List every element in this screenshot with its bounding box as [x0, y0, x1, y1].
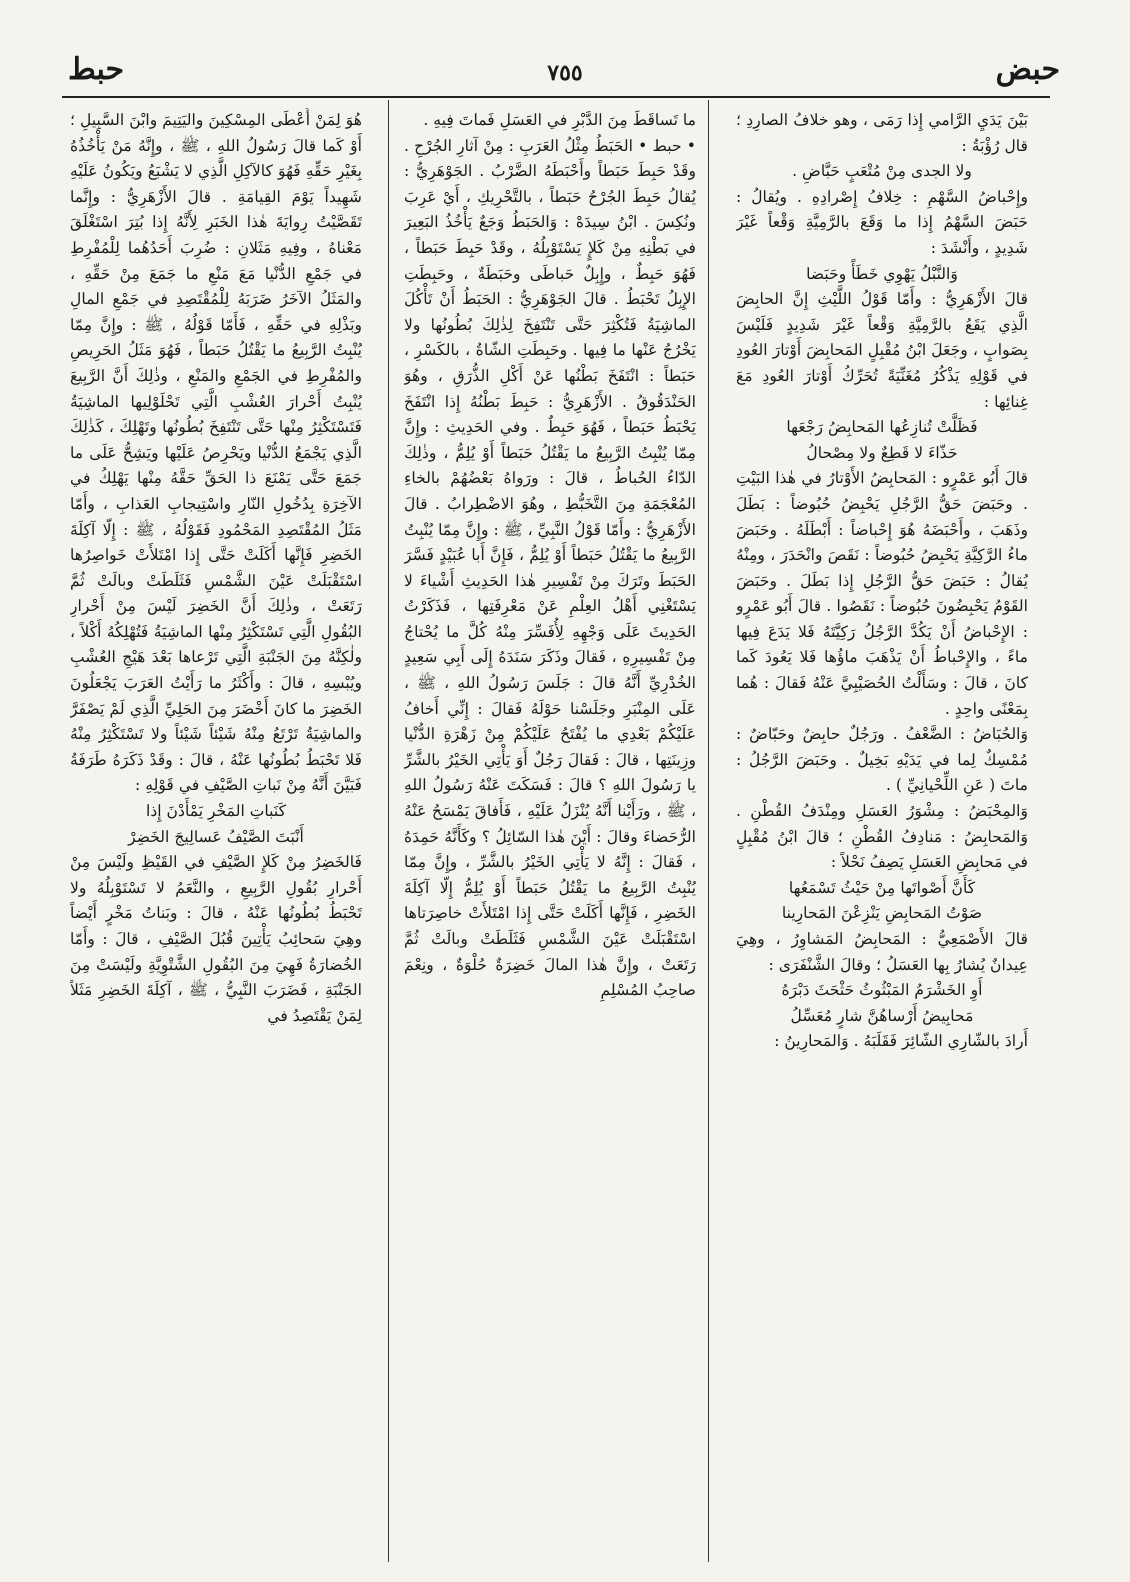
header-keyword-left: حبط: [68, 52, 125, 87]
paragraph: قالَ الأَصْمَعِيُّ : المَحابِضُ المَشاوِرُ ، وهِيَ عِيدانٌ يُشارُ بِها العَسَلُ ؛ وقالَ الشَّنْفَرَى :: [736, 930, 1028, 974]
verse-line: صَوْتُ المَحابِضِ يَنْزِعْنَ المَحارِينا: [781, 904, 983, 923]
paragraph: ما تَساقَطَ مِنَ الدَّبْرِ في العَسَلِ فَماتَ فِيهِ .: [423, 111, 696, 129]
page-number: ٧٥٥: [547, 60, 583, 86]
paragraph: قالَ أَبُو عَمْرٍو : المَحابِضُ الأَوْتارُ في هٰذا البَيْتِ . وحَبَضَ حَقُّ الرَّجُلِ يَحْبِضُ حُبُوضاً : بَطَلَ وذَهَبَ ، وأَحْبَضَهُ هُوَ إِحْباضاً : أَبْطَلَهُ . وحَبَضَ ماءُ الرَّكِيَّةِ يَحْبِضُ حُبُوضاً : نَقَصَ وانْحَدَرَ ، ومِنْهُ يُقالُ : حَبَضَ حَقُّ الرَّجُلِ إِذا بَطَلَ . وحَبَضَ القَوْمُ يَحْبِضُونَ حُبُوضاً : نَقَصُوا . قالَ أَبُو عَمْرٍو : الإِحْباضُ أَنْ يَكُدَّ الرَّجُلُ رَكِيَّتَهُ فَلا يَدَعَ فِيها ماءً ، والإِحْباطُ أَنْ يَذْهَبَ ماؤُها فَلا يَعُودَ كَما كانَ ، قالَ : وسَأَلْتُ الحُصَيْبِيَّ عَنْهُ فَقالَ : هُما بِمَعْنًى واحِدٍ .: [736, 469, 1028, 718]
entry-paragraph: • حبط • الحَبَطُ مِثْلُ العَرَبِ : مِنْ آثارِ الجُرْحِ . وقَدْ حَبِطَ حَبَطاً وأَحْبَطَهُ الضَّرْبُ . الجَوْهَرِيُّ : يُقالُ حَبِطَ الجُرْحُ حَبَطاً ، بالتَّحْرِيكِ ، أَيْ عَرِبَ ونُكِسَ . ابْنُ سِيدَهْ : وَالحَبَطُ وَجَعٌ يَأْخُذُ البَعِيرَ في بَطْنِهِ مِنْ كَلإٍ يَسْتَوْبِلُهُ ، وقَدْ حَبِطَ حَبَطاً ، فَهُوَ حَبِطٌ ، وإِبِلٌ حَباطَى وحَبَطَةٌ ، وحَبِطَتِ الإِبِلُ تَحْبَطُ . قالَ الجَوْهَرِيُّ : الحَبَطُ أَنْ تَأْكُلَ الماشِيَةُ فَتُكْثِرَ حَتَّى تَنْتَفِخَ لِذٰلِكَ بُطُونُها ولا يَخْرُجُ عَنْها ما فِيها . وحَبِطَتِ الشّاةُ ، بالكَسْرِ ، حَبَطاً : انْتَفَخَ بَطْنُها عَنْ أَكْلِ الذُّرَقِ ، وهُوَ الحَنْدَقُوقُ . الأَزْهَرِيُّ : حَبِطَ بَطْنُهُ إِذا انْتَفَخَ يَحْبَطُ حَبَطاً ، فَهُوَ حَبِطٌ . وفي الحَدِيثِ : وإِنَّ مِمّا يُنْبِتُ الرَّبِيعُ ما يَقْتُلُ حَبَطاً أَوْ يُلِمُّ ، وذٰلِكَ الدّاءُ الحُباطُ ، قالَ : ورَواهُ بَعْضُهُمْ بالخاءِ المُعْجَمَةِ مِنَ التَّخَبُّطِ ، وهُوَ الاضْطِرابُ . قالَ الأَزْهَرِيُّ : وأَمّا قَوْلُ النَّبِيِّ ، ﷺ : وإِنَّ مِمّا يُنْبِتُ الرَّبِيعُ ما يَقْتُلُ حَبَطاً أَوْ يُلِمُّ ، فَإِنَّ أَبا عُبَيْدٍ فَسَّرَ الحَبَطَ وتَرَكَ مِنْ تَفْسِيرِ هٰذا الحَدِيثِ أَشْياءَ لا يَسْتَغْنِي أَهْلُ العِلْمِ عَنْ مَعْرِفَتِها ، فَذَكَرْتُ الحَدِيثَ عَلَى وَجْهِهِ لِأُفَسِّرَ مِنْهُ كُلَّ ما يُحْتاجُ مِنْ تَفْسِيرِهِ ، فَقالَ وذَكَرَ سَنَدَهُ إِلَى أَبِي سَعِيدٍ الخُدْرِيِّ أَنَّهُ قالَ : جَلَسَ رَسُولُ اللهِ ، ﷺ ، عَلَى المِنْبَرِ وجَلَسْنا حَوْلَهُ فَقالَ : إِنِّي أَخافُ عَلَيْكُمْ بَعْدِي ما يُفْتَحُ عَلَيْكُمْ مِنْ زَهْرَةِ الدُّنْيا وزِينَتِها ، قالَ : فَقالَ رَجُلٌ أَوَ يَأْتِي الخَيْرُ بالشَّرِّ يا رَسُولَ اللهِ ؟ قالَ : فَسَكَتَ عَنْهُ رَسُولُ اللهِ ، ﷺ ، ورَأَيْنا أَنَّهُ يُنْزَلُ عَلَيْهِ ، فَأَفاقَ يَمْسَحُ عَنْهُ الرُّحَضاءَ وقالَ : أَيْنَ هٰذا السّائِلُ ؟ وكَأَنَّهُ حَمِدَهُ ، فَقالَ : إِنَّهُ لا يَأْتِي الخَيْرُ بالشَّرِّ ، وإِنَّ مِمّا يُنْبِتُ الرَّبِيعُ ما يَقْتُلُ حَبَطاً أَوْ يُلِمُّ إِلّا آكِلَةَ الخَضِرِ ، فَإِنَّها أَكَلَتْ حَتَّى إِذا امْتَلأَتْ خاصِرَتاها اسْتَقْبَلَتْ عَيْنَ الشَّمْسِ فَثَلَطَتْ وبالَتْ ثُمَّ رَتَعَتْ ، وإِنَّ هٰذا المالَ خَضِرَةٌ حُلْوَةٌ ، ونِعْمَ صاحِبُ المُسْلِمِ: [404, 136, 696, 1000]
header-keyword-right: حبض: [995, 52, 1060, 87]
paragraph: أَرادَ بالشّارِي الشّائِرَ فَقَلَبَهُ . وَالمَحارِينُ :: [774, 1032, 1028, 1051]
verse-line: حَذّاءَ لا قَطِعٌ ولا مِصْحالُ: [806, 443, 958, 462]
text-column-left: [70, 108, 362, 1558]
paragraph: قالَ الأَزْهَرِيُّ : وأَمّا قَوْلُ اللَّيْثِ إِنَّ الحابِضَ الَّذِي يَقَعُ بالرَّمِيَّةِ وَقْعاً غَيْرَ شَدِيدٍ فَلَيْسَ بِصَوابٍ ، وجَعَلَ ابْنُ مُقْبِلٍ المَحابِضَ أَوْتارَ العُودِ في قَوْلِهِ يَذْكُرُ مُغَنِّيَةً تُحَرِّكُ أَوْتارَ العُودِ مَعَ غِنائِها :: [736, 290, 1028, 411]
header-rule: [62, 96, 1050, 98]
verse-line: ولا الجدى مِنْ مُتْعَبٍ حَبَّاضِ .: [792, 162, 972, 181]
text-column-middle: [404, 108, 696, 1558]
verse-line: مَحابِيضُ أَرْساهُنَّ شارٍ مُعَسِّلُ: [790, 1006, 974, 1025]
verse-line: فَظَلَّتْ تُنازِعُها المَحابِضُ رَجْعَها: [786, 418, 978, 437]
paragraph: وَالحُبَاضُ : الضَّعْفُ . ورَجُلٌ حابِضٌ وحَبّاضٌ : مُمْسِكٌ لِما في يَدَيْهِ بَخِيلٌ . وحَبَضَ الرَّجُلُ : ماتَ ( عَنِ اللِّحْيانِيِّ ) .: [736, 725, 1028, 795]
verse-line: أَنْبَتَ الصَّيْفُ عَسالِيجَ الخَضِرْ: [128, 827, 304, 846]
paragraph: وَالمِحْبَضُ : مِشْوَرُ العَسَلِ ومِنْدَفُ القُطْنِ . وَالمَحابِضُ : مَنادِفُ القُطْنِ ؛ قالَ ابْنُ مُقْبِلٍ في مَحابِضِ العَسَلِ يَصِفُ نَحْلاً :: [736, 802, 1028, 872]
verse-line: وَالنَّبْلُ يَهْوِي خَطَأً وحَبَضا: [806, 264, 958, 283]
column-divider-right: [708, 100, 709, 1562]
column-divider-left: [388, 100, 389, 1562]
verse-line: كَأَنَّ أَصْواتَها مِنْ حَيْثُ تَسْمَعُها: [788, 878, 976, 897]
paragraph: وإِحْباضُ السَّهْمِ : خِلافُ إِصْرادِهِ . ويُقالُ : حَبَضَ السَّهْمُ إِذا ما وَقَعَ بالرَّمِيَّةِ وَقْعاً غَيْرَ شَدِيدٍ ، وأَنْشَدَ :: [736, 187, 1028, 257]
verse-line: كَنَباتِ المَخْرِ يَمْأَدْنَ إِذا: [145, 802, 287, 821]
paragraph: فَالخَضِرُ مِنْ كَلإِ الصَّيْفِ في القَيْظِ ولَيْسَ مِنْ أَحْرارِ بُقُولِ الرَّبِيعِ ، والنَّعَمُ لا تَسْتَوْبِلُهُ ولا تَحْبَطُ بُطُونُها عَنْهُ ، قالَ : وبَناتُ مَخْرٍ أَيْضاً وهِيَ سَحائِبُ يَأْتِينَ قُبُلَ الصَّيْفِ ، قالَ : وأَمّا الخُضارَةُ فَهِيَ مِنَ البُقُولِ الشَّتْوِيَّةِ ولَيْسَتْ مِنَ الجَنْبَةِ ، فَضَرَبَ النَّبِيُّ ، ﷺ ، آكِلَةَ الخَضِرِ مَثَلاً لِمَنْ يَقْتَصِدُ في: [70, 853, 362, 1025]
text-column-right: [736, 108, 1028, 1558]
verse-line: أَوِ الخَشْرَمُ المَبْثُوثُ حَثْحَثَ دَبْرَهُ: [781, 981, 983, 1000]
paragraph: هُوَ لِمَنْ أَعْطَى المِسْكِينَ واليَتِيمَ وابْنَ السَّبِيلِ ؛ أَوْ كَما قالَ رَسُولُ اللهِ ، ﷺ ، وإِنَّهُ مَنْ يَأْخُذُهُ بِغَيْرِ حَقِّهِ فَهُوَ كالآكِلِ الَّذِي لا يَشْبَعُ ويَكُونُ عَلَيْهِ شَهِيداً يَوْمَ القِيامَةِ . قالَ الأَزْهَرِيُّ : وإِنَّما تَقَصَّيْتُ رِوايَةَ هٰذا الخَبَرِ لِأَنَّهُ إِذا بُتِرَ اسْتَغْلَقَ مَعْناهُ ، وفِيهِ مَثَلانِ : ضُرِبَ أَحَدُهُما لِلْمُفْرِطِ في جَمْعِ الدُّنْيا مَعَ مَنْعِ ما جَمَعَ مِنْ حَقِّهِ ، والمَثَلُ الآخَرُ ضَرَبَهُ لِلْمُقْتَصِدِ في جَمْعِ المالِ وبَذْلِهِ في حَقِّهِ ، فَأَمّا قَوْلُهُ ، ﷺ : وإِنَّ مِمّا يُنْبِتُ الرَّبِيعُ ما يَقْتُلُ حَبَطاً ، فَهُوَ مَثَلُ الحَرِيصِ والمُفْرِطِ في الجَمْعِ والمَنْعِ ، وذٰلِكَ أَنَّ الرَّبِيعَ يُنْبِتُ أَحْرارَ العُشْبِ الَّتِي تَحْلَوْلِيها الماشِيَةُ فَتَسْتَكْثِرُ مِنْها حَتَّى تَنْتَفِخَ بُطُونُها وتَهْلِكَ ، كَذٰلِكَ الَّذِي يَجْمَعُ الدُّنْيا ويَحْرِصُ عَلَيْها ويَشِحُّ عَلَى ما جَمَعَ حَتَّى يَمْنَعَ ذا الحَقِّ حَقَّهُ مِنْها يَهْلِكُ في الآخِرَةِ بِدُخُولِ النّارِ واسْتِيجابِ العَذابِ ، وأَمّا مَثَلُ المُقْتَصِدِ المَحْمُودِ فَقَوْلُهُ ، ﷺ : إِلّا آكِلَةَ الخَضِرِ فَإِنَّها أَكَلَتْ حَتَّى إِذا امْتَلأَتْ خَواصِرُها اسْتَقْبَلَتْ عَيْنَ الشَّمْسِ فَثَلَطَتْ وبالَتْ ثُمَّ رَتَعَتْ ، وذٰلِكَ أَنَّ الخَضِرَ لَيْسَ مِنْ أَحْرارِ البُقُولِ الَّتِي تَسْتَكْثِرُ مِنْها الماشِيَةُ فَتُهْلِكُهُ أَكْلاً ، ولٰكِنَّهُ مِنَ الجَنْبَةِ الَّتِي تَرْعاها بَعْدَ هَيْجِ العُشْبِ ويُبْسِهِ ، قالَ : وأَكْثَرُ ما رَأَيْتُ العَرَبَ يَجْعَلُونَ الخَضِرَ ما كانَ أَخْضَرَ مِنَ الحَلِيِّ الَّذِي لَمْ يَصْفَرَّ والماشِيَةُ تَرْتَعُ مِنْهُ شَيْئاً شَيْئاً ولا تَسْتَكْثِرُ مِنْهُ فَلا تَحْبَطُ بُطُونُها عَنْهُ ، قالَ : وقَدْ ذَكَرَهُ طَرَفَةُ فَبَيَّنَ أَنَّهُ مِنْ نَباتِ الصَّيْفِ في قَوْلِهِ :: [70, 111, 362, 795]
paragraph: بَيْنَ يَدَيِ الرَّامي إِذا رَمَى ، وهو خلافُ الصارِدِ ؛ قال رُؤْبَةُ :: [736, 111, 1028, 155]
